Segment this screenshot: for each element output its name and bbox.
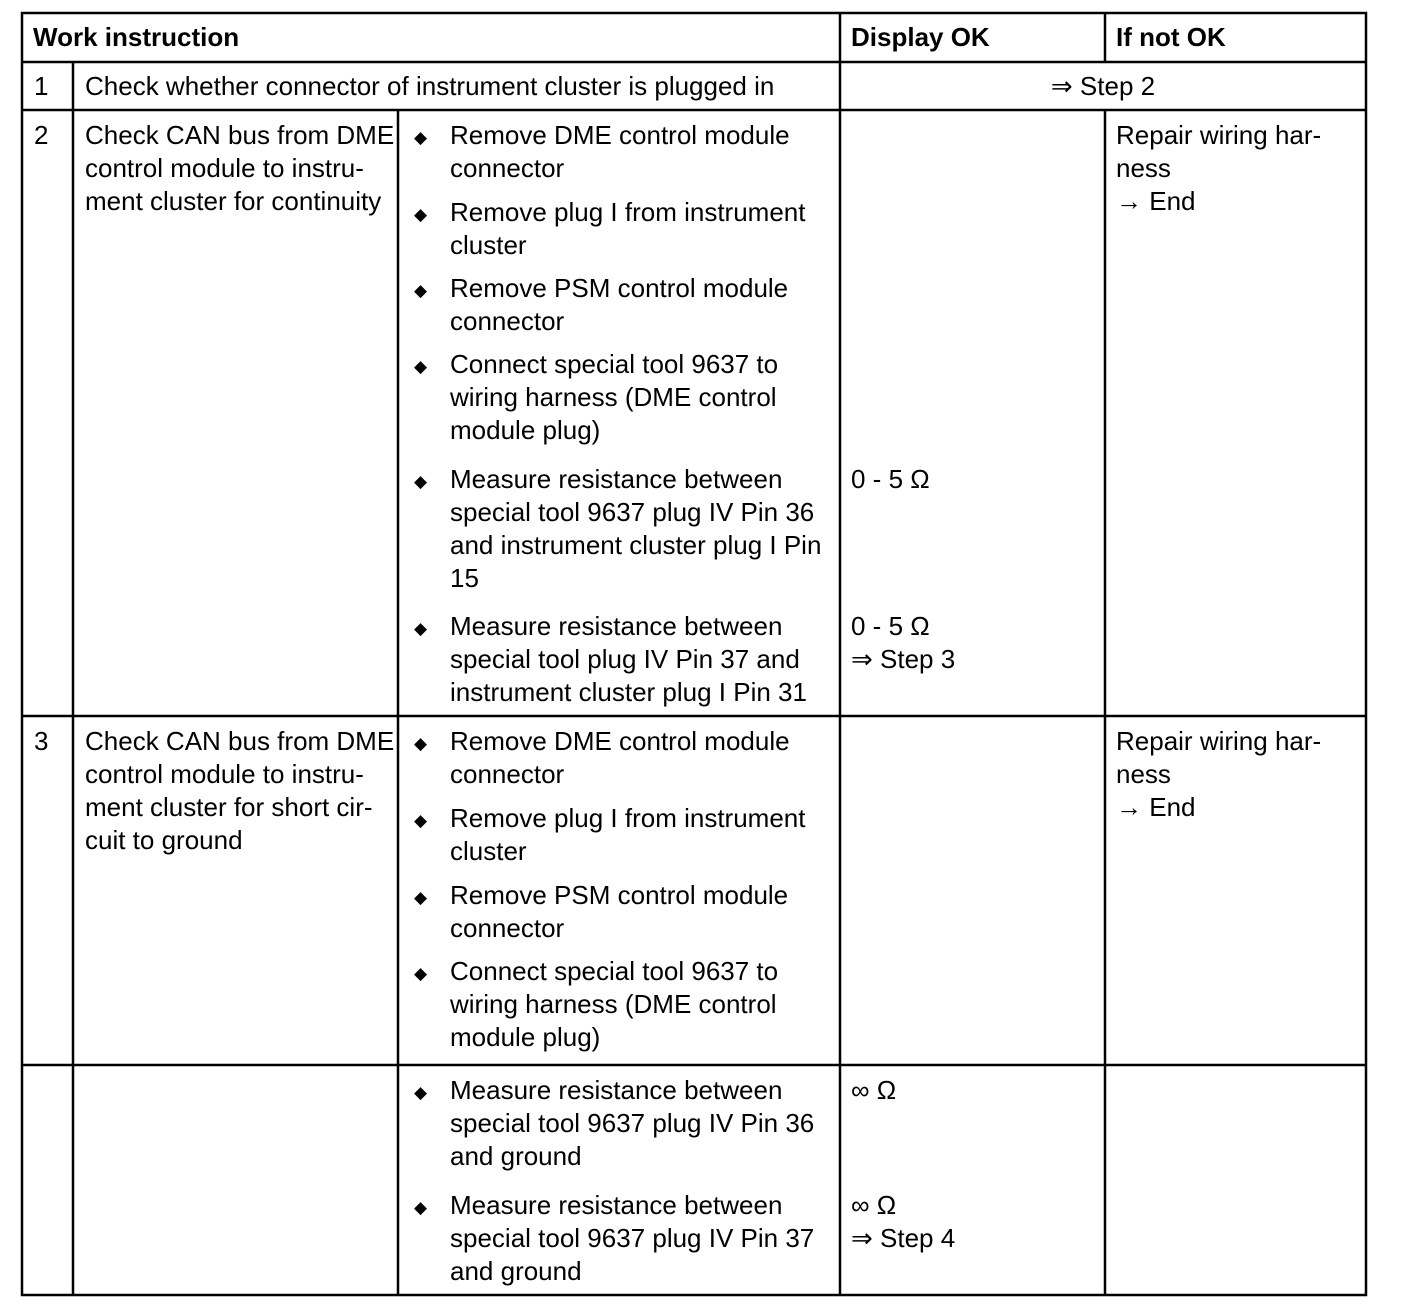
action-line: special tool plug IV Pin 37 and	[450, 644, 800, 674]
row-4-action-2	[450, 1189, 814, 1288]
if-not-ok-line: → End	[1116, 792, 1196, 822]
bullet-icon: ◆	[414, 1198, 428, 1217]
action-line: Remove DME control module	[450, 726, 790, 756]
row-2-action-4	[450, 348, 778, 447]
row-2-description-line: control module to instru-	[85, 153, 364, 183]
action-line: special tool 9637 plug IV Pin 36	[450, 497, 815, 527]
action-line: Measure resistance between	[450, 1075, 783, 1105]
row-2-description-line: Check CAN bus from DME	[85, 120, 395, 150]
if-not-ok-line: ness	[1116, 153, 1171, 183]
display-ok-line: ∞ Ω	[851, 1190, 897, 1220]
row-2-description-line: ment cluster for continuity	[85, 186, 382, 216]
action-line: connector	[450, 153, 565, 183]
row-3-action-1	[450, 725, 790, 791]
action-line: module plug)	[450, 415, 601, 445]
row-3-description-line: control module to instru-	[85, 759, 364, 789]
bullet-icon: ◆	[414, 281, 428, 300]
bullet-icon: ◆	[414, 888, 428, 907]
bullet-icon: ◆	[414, 357, 428, 376]
action-line: Remove PSM control module	[450, 880, 789, 910]
action-line: Measure resistance between	[450, 611, 783, 641]
row-2-action-6	[450, 610, 807, 709]
bullet-icon: ◆	[414, 964, 428, 983]
header-display-ok: Display OK	[851, 22, 990, 52]
bullet-icon: ◆	[414, 128, 428, 147]
display-ok-line: 0 - 5 Ω	[851, 611, 930, 641]
row-3-if-not-ok	[1116, 725, 1321, 824]
action-line: Connect special tool 9637 to	[450, 956, 779, 986]
row-3-action-3	[450, 879, 788, 945]
row-3-action-4	[450, 955, 778, 1054]
row-2-if-not-ok	[1116, 119, 1321, 218]
row-1-description: Check whether connector of instrument cluster is plugged in	[85, 71, 775, 101]
action-line: Connect special tool 9637 to	[450, 349, 779, 379]
row-3-description	[85, 725, 394, 857]
header-work-instruction: Work instruction	[33, 22, 240, 52]
row-2-action-1	[450, 119, 790, 185]
bullet-icon: ◆	[414, 1083, 428, 1102]
action-line: and instrument cluster plug I Pin	[450, 530, 822, 560]
action-line: Remove PSM control module	[450, 273, 789, 303]
if-not-ok-line: Repair wiring har-	[1116, 120, 1322, 150]
row-2-step: 2	[34, 120, 49, 150]
display-ok-line: ⇒ Step 4	[851, 1223, 956, 1253]
action-line: wiring harness (DME control	[450, 989, 777, 1019]
action-line: Remove plug I from instrument	[450, 803, 806, 833]
action-line: special tool 9637 plug IV Pin 36	[450, 1108, 815, 1138]
action-line: wiring harness (DME control	[450, 382, 777, 412]
action-line: instrument cluster plug I Pin 31	[450, 677, 807, 707]
action-line: Measure resistance between	[450, 464, 783, 494]
row-2-display-ok-2	[851, 610, 955, 676]
row-2-action-2	[450, 196, 805, 262]
action-line: special tool 9637 plug IV Pin 37	[450, 1223, 815, 1253]
action-line: connector	[450, 306, 565, 336]
row-3-step: 3	[34, 726, 49, 756]
action-line: and ground	[450, 1256, 582, 1286]
action-line: 15	[450, 563, 479, 593]
action-line: Measure resistance between	[450, 1190, 783, 1220]
row-2-description	[85, 119, 394, 218]
action-line: Remove plug I from instrument	[450, 197, 806, 227]
bullet-icon: ◆	[414, 619, 428, 638]
row-4-display-ok-2	[851, 1189, 955, 1255]
bullet-icon: ◆	[414, 205, 428, 224]
row-1-step: 1	[34, 71, 49, 101]
if-not-ok-line: → End	[1116, 186, 1196, 216]
row-3-description-line: Check CAN bus from DME	[85, 726, 395, 756]
row-2-action-3	[450, 272, 788, 338]
action-line: module plug)	[450, 1022, 601, 1052]
action-line: connector	[450, 913, 565, 943]
bullet-icon: ◆	[414, 472, 428, 491]
row-4-display-ok-1: ∞ Ω	[851, 1075, 897, 1105]
action-line: and ground	[450, 1141, 582, 1171]
action-line: connector	[450, 759, 565, 789]
display-ok-line: ⇒ Step 3	[851, 644, 956, 674]
action-line: cluster	[450, 230, 527, 260]
row-2-display-ok-1: 0 - 5 Ω	[851, 464, 930, 494]
row-3-description-line: ment cluster for short cir-	[85, 792, 373, 822]
bullet-icon: ◆	[414, 734, 428, 753]
row-1-result: ⇒ Step 2	[1050, 71, 1156, 101]
if-not-ok-line: ness	[1116, 759, 1171, 789]
if-not-ok-line: Repair wiring har-	[1116, 726, 1322, 756]
row-3-action-2	[450, 802, 805, 868]
action-line: cluster	[450, 836, 527, 866]
header-if-not-ok: If not OK	[1116, 22, 1226, 52]
bullet-icon: ◆	[414, 811, 428, 830]
row-4-action-1	[450, 1074, 814, 1173]
action-line: Remove DME control module	[450, 120, 790, 150]
row-2-action-5	[450, 463, 821, 595]
row-3-description-line: cuit to ground	[85, 825, 243, 855]
